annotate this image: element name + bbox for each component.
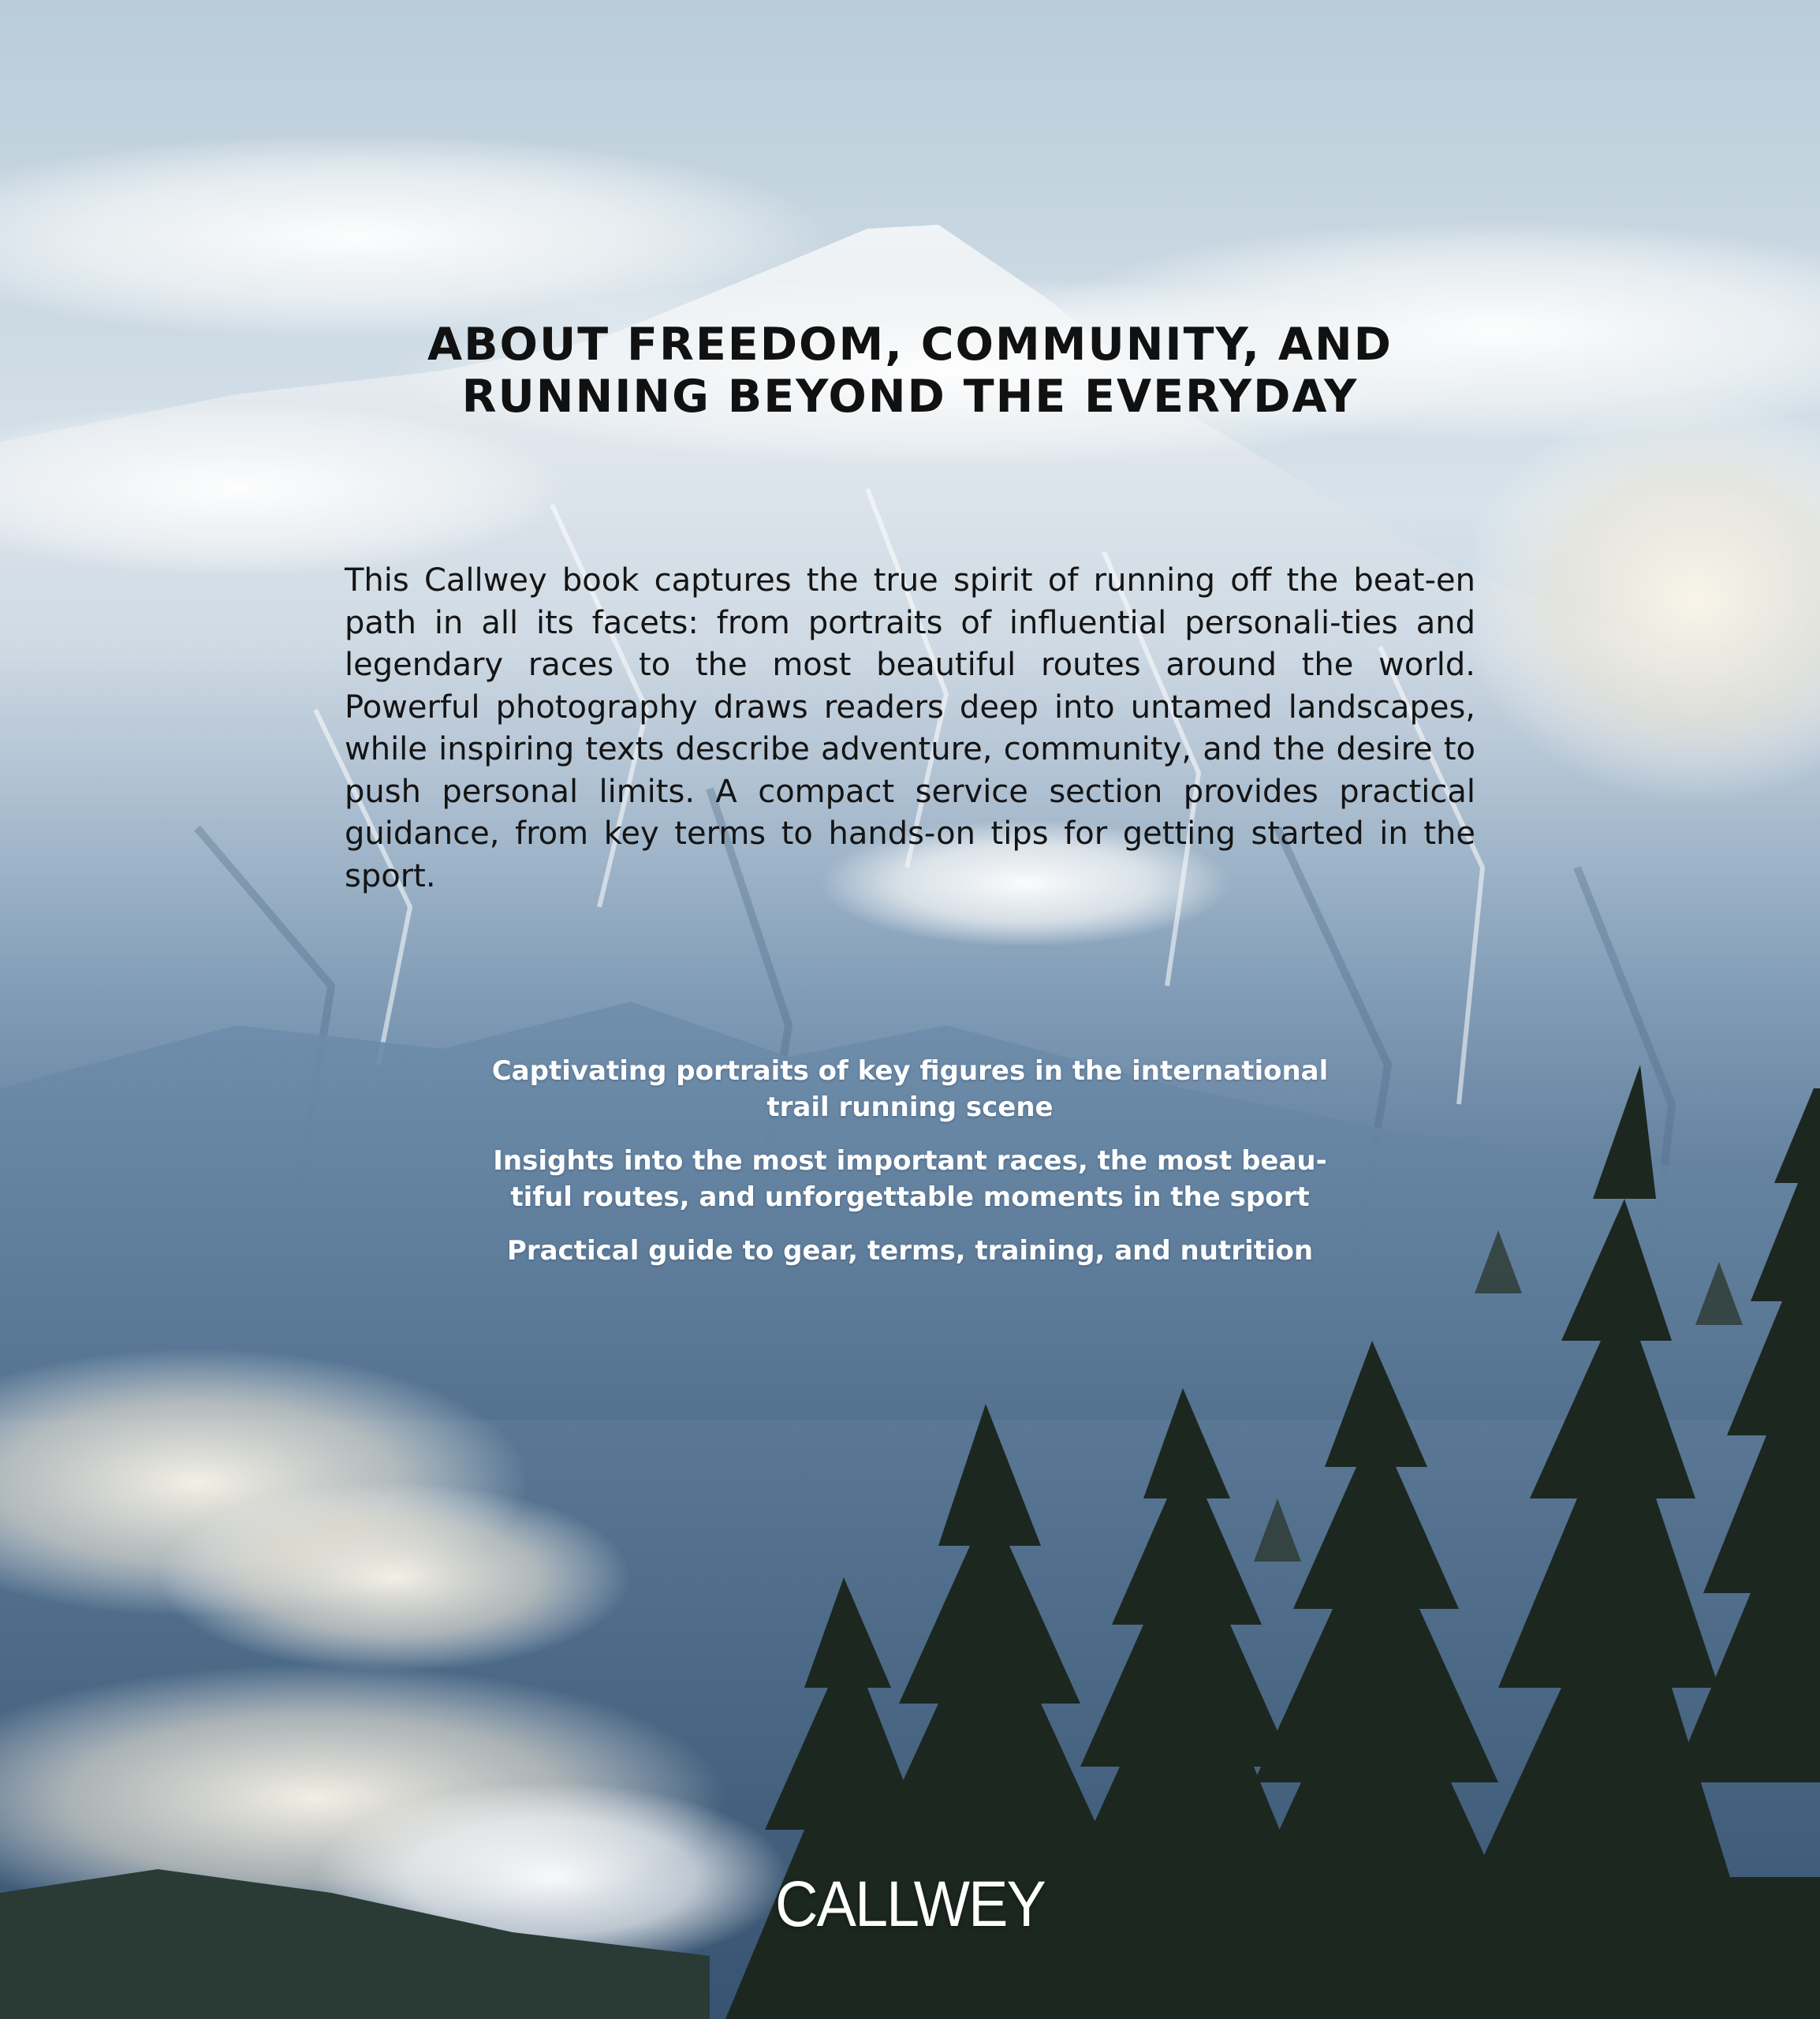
headline-line-1: ABOUT FREEDOM, COMMUNITY, AND: [427, 319, 1393, 371]
feature-line: Insights into the most important races, the most beau-: [493, 1145, 1327, 1177]
feature-list: [437, 1053, 1383, 1286]
publisher-logo: CALLWEY: [774, 1868, 1046, 1940]
feature-line: trail running scene: [766, 1092, 1054, 1123]
feature-line: Practical guide to gear, terms, training, and nutrition: [506, 1235, 1314, 1267]
headline-line-2: RUNNING BEYOND THE EVERYDAY: [461, 371, 1359, 423]
book-description: This Callwey book captures the true spirit of running off the beat-en path in all its facets: from portraits of influential personali-ties and legendary races to the most beautiful routes around the world. Powerful photography draws readers deep into untamed landscapes, while inspiring texts describe adventure, community, and the desire to push personal limits. A compact service section provides practical guidance, from key terms to hands-on tips for getting started in the sport.: [345, 562, 1475, 894]
cover-headline: [279, 319, 1541, 423]
feature-item: [437, 1053, 1383, 1125]
feature-item: [437, 1233, 1383, 1269]
feature-line: Captivating portraits of key figures in the international: [491, 1055, 1329, 1087]
feature-item: [437, 1143, 1383, 1215]
feature-line: tiful routes, and unforgettable moments in the sport: [510, 1181, 1310, 1213]
